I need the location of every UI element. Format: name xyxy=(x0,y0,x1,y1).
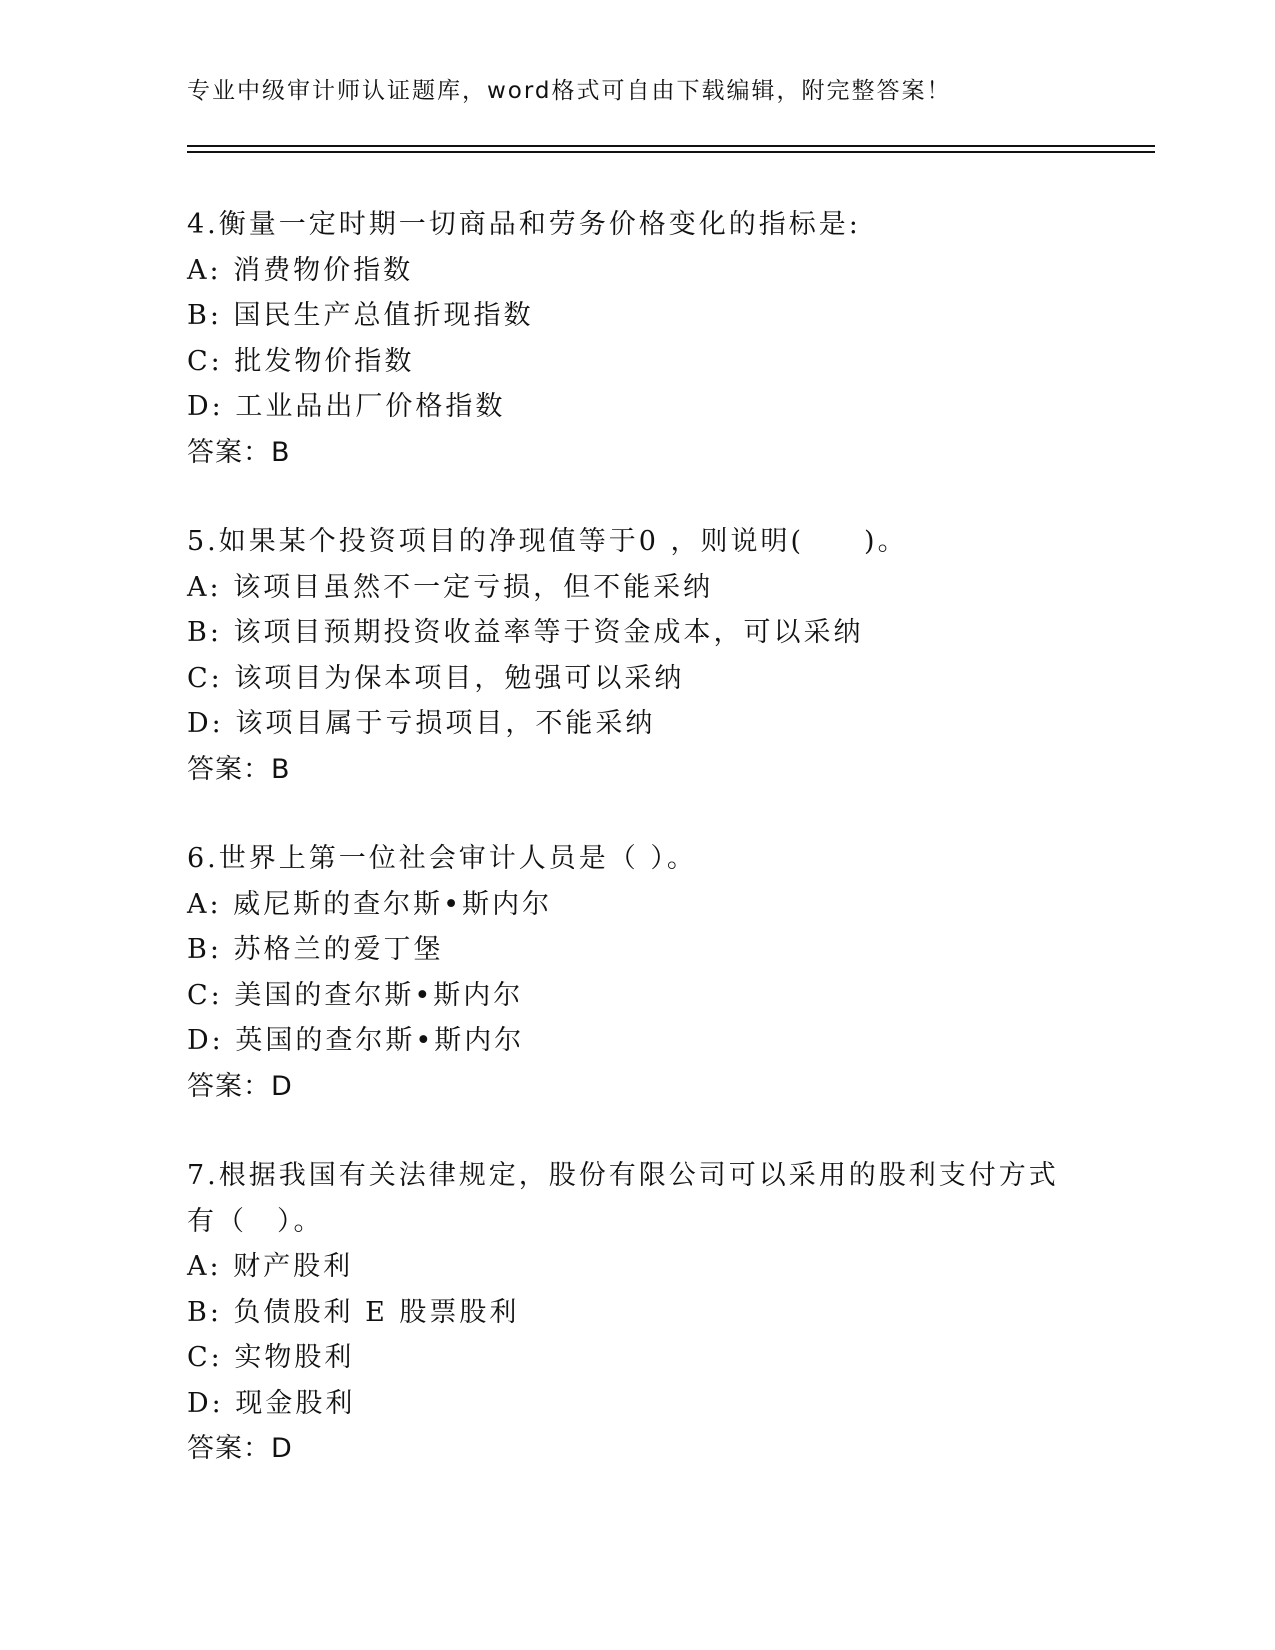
question-stem: 5.如果某个投资项目的净现值等于0 ，则说明( )。 xyxy=(187,526,908,557)
question-7 xyxy=(187,1153,1087,1472)
option-c: C: 美国的查尔斯•斯内尔 xyxy=(187,979,524,1011)
option-d: D: 英国的查尔斯•斯内尔 xyxy=(187,1025,525,1056)
answer-line: 答案：D xyxy=(187,1070,293,1102)
question-stem: 7.根据我国有关法律规定，股份有限公司可以采用的股利支付方式有（ ）。 xyxy=(187,1160,1059,1237)
option-c: C: 该项目为保本项目，勉强可以采纳 xyxy=(187,662,685,694)
question-6 xyxy=(187,836,1087,1109)
option-b: B: 负债股利 E 股票股利 xyxy=(187,1296,520,1328)
header-double-rule xyxy=(187,145,1155,153)
question-stem: 6.世界上第一位社会审计人员是（ ）。 xyxy=(187,843,697,874)
answer-line: 答案：B xyxy=(187,753,291,785)
question-4 xyxy=(187,202,1087,475)
header-text: 专业中级审计师认证题库，word格式可自由下载编辑，附完整答案！ xyxy=(187,78,952,104)
option-d: D: 现金股利 xyxy=(187,1387,356,1419)
option-d: D: 工业品出厂价格指数 xyxy=(187,391,506,422)
option-b: B: 该项目预期投资收益率等于资金成本，可以采纳 xyxy=(187,617,864,648)
option-a: A: 消费物价指数 xyxy=(187,254,414,286)
question-5 xyxy=(187,519,1087,792)
option-a: A: 财产股利 xyxy=(187,1251,354,1282)
option-c: C: 批发物价指数 xyxy=(187,345,415,377)
option-d: D: 该项目属于亏损项目，不能采纳 xyxy=(187,708,656,739)
question-stem: 4.衡量一定时期一切商品和劳务价格变化的指标是: xyxy=(187,209,861,240)
option-c: C: 实物股利 xyxy=(187,1342,355,1373)
question-list xyxy=(187,202,1087,1516)
option-a: A: 威尼斯的查尔斯•斯内尔 xyxy=(187,888,553,920)
option-b: B: 国民生产总值折现指数 xyxy=(187,300,534,331)
option-a: A: 该项目虽然不一定亏损，但不能采纳 xyxy=(187,571,714,603)
answer-line: 答案：D xyxy=(187,1433,293,1464)
answer-line: 答案：B xyxy=(187,436,291,468)
option-b: B: 苏格兰的爱丁堡 xyxy=(187,934,444,965)
